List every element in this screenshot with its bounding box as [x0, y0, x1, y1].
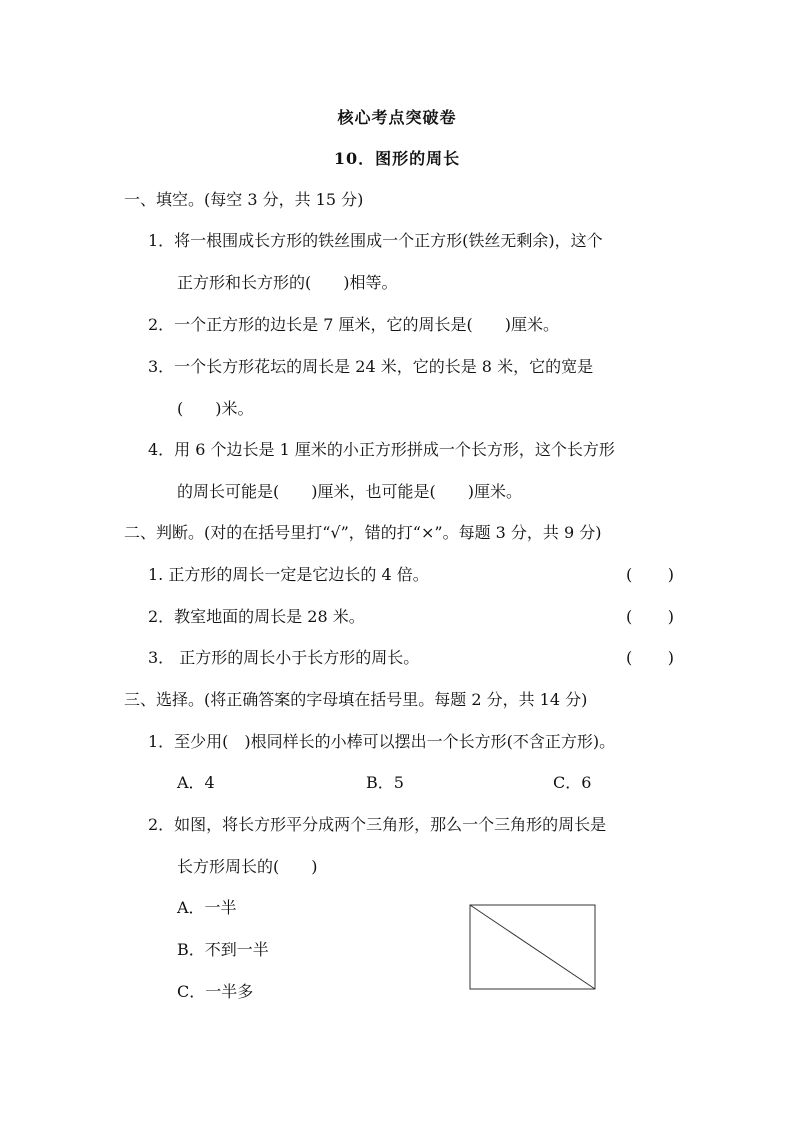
page-subtitle: 10．图形的周长 — [333, 149, 461, 168]
paren-open: ( — [626, 607, 633, 626]
answer-bracket-2-2[interactable] — [626, 606, 674, 628]
question-3-2-line-1: 2．如图，将长方形平分成两个三角形，那么一个三角形的周长是 — [148, 815, 607, 834]
question-1-3-line-1: 3．一个长方形花坛的周长是 24 米，它的长是 8 米，它的宽是 — [148, 357, 594, 376]
diagonal-line — [470, 905, 595, 989]
question-1-2: 2．一个正方形的边长是 7 厘米，它的周长是( )厘米。 — [148, 315, 560, 334]
page-title: 核心考点突破卷 — [337, 108, 457, 127]
paren-open: ( — [626, 648, 633, 667]
paren-open: ( — [626, 565, 633, 584]
option-3-1-c[interactable]: C．6 — [553, 773, 592, 792]
paren-close: ) — [667, 607, 674, 626]
question-1-4-line-2: 的周长可能是( )厘米，也可能是( )厘米。 — [177, 482, 522, 501]
section-heading-true-false: 二、判断。(对的在括号里打“√”，错的打“×”。每题 3 分，共 9 分) — [124, 523, 602, 542]
section-heading-fill-blank: 一、填空。(每空 3 分，共 15 分) — [124, 190, 364, 209]
question-2-1: 1. 正方形的周长一定是它边长的 4 倍。 — [148, 565, 429, 584]
question-2-3: 3． 正方形的周长小于长方形的周长。 — [148, 648, 420, 667]
question-1-4-line-1: 4．用 6 个边长是 1 厘米的小正方形拼成一个长方形，这个长方形 — [148, 440, 615, 459]
answer-bracket-2-3[interactable] — [626, 647, 674, 669]
section-heading-multiple-choice: 三、选择。(将正确答案的字母填在括号里。每题 2 分，共 14 分) — [124, 690, 588, 709]
answer-bracket-2-1[interactable] — [626, 564, 674, 586]
option-3-2-b[interactable]: B．不到一半 — [177, 940, 269, 959]
paren-close: ) — [667, 648, 674, 667]
question-3-1: 1．至少用( )根同样长的小棒可以摆出一个长方形(不含正方形)。 — [148, 732, 616, 751]
question-1-3-line-2: ( )米。 — [177, 399, 254, 418]
paren-close: ) — [667, 565, 674, 584]
option-3-1-a[interactable]: A．4 — [177, 773, 215, 792]
option-3-2-c[interactable]: C．一半多 — [177, 982, 254, 1001]
question-2-2: 2．教室地面的周长是 28 米。 — [148, 607, 365, 626]
option-3-2-a[interactable]: A．一半 — [177, 898, 237, 917]
question-1-1-line-2: 正方形和长方形的( )相等。 — [177, 273, 398, 292]
question-1-1-line-1: 1．将一根围成长方形的铁丝围成一个正方形(铁丝无剩余)，这个 — [148, 231, 603, 250]
question-3-2-line-2: 长方形周长的( ) — [177, 857, 318, 876]
option-3-1-b[interactable]: B．5 — [366, 773, 404, 792]
rectangle-diagonal-figure — [469, 904, 597, 992]
